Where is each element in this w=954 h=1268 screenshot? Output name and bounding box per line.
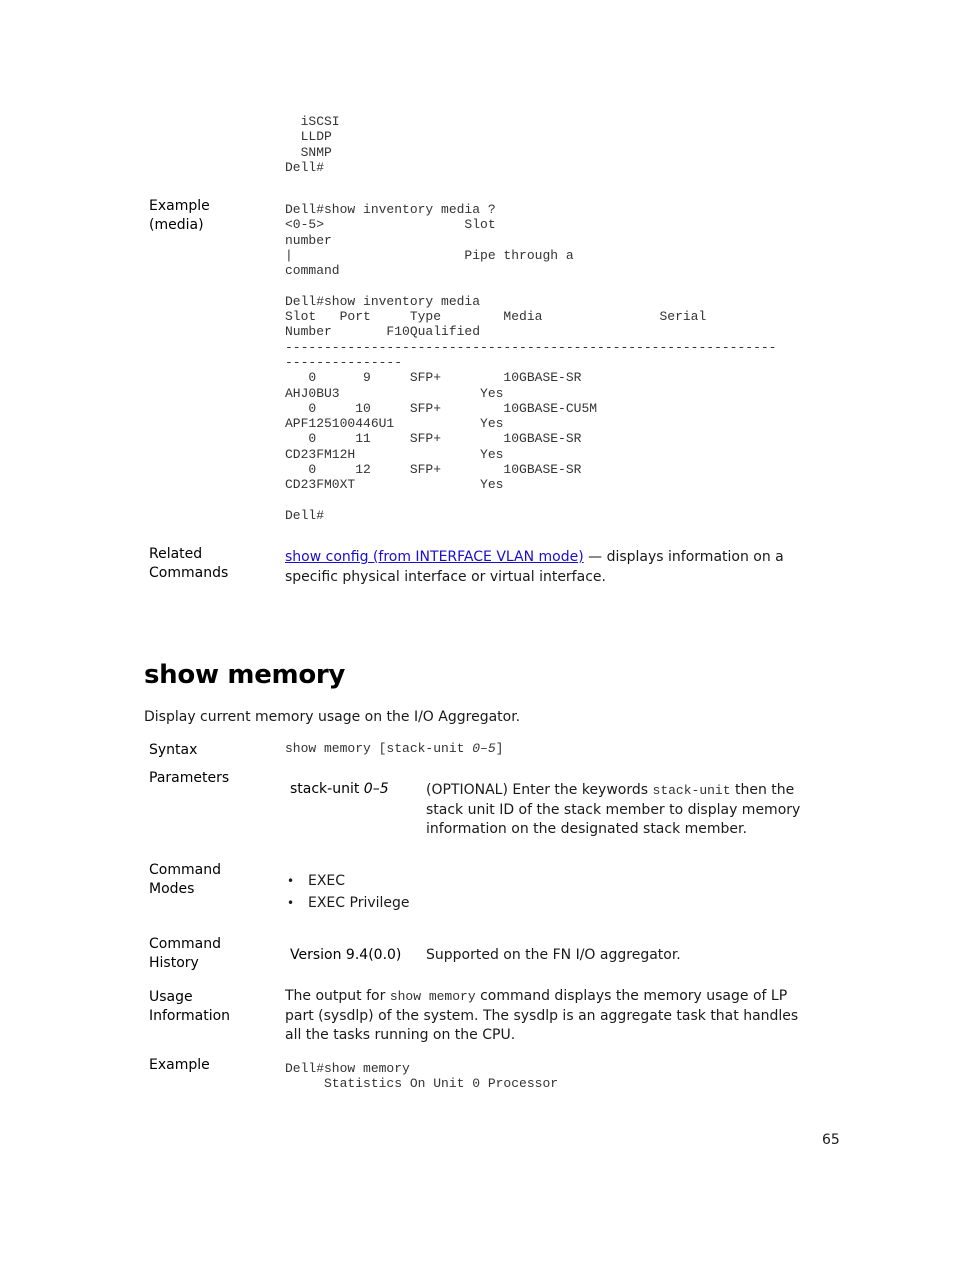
command-modes-label: Command Modes bbox=[149, 862, 221, 897]
bullet-icon: • bbox=[287, 874, 295, 888]
parameter-desc-before: (OPTIONAL) Enter the keywords bbox=[426, 782, 653, 798]
usage-mono: show memory bbox=[389, 989, 476, 1004]
example-label: Example bbox=[149, 1057, 210, 1073]
show-config-link[interactable]: show config (from INTERFACE VLAN mode) bbox=[285, 549, 584, 565]
top-code-block: iSCSI LLDP SNMP Dell# bbox=[285, 114, 340, 175]
parameter-term-text: stack-unit bbox=[290, 781, 364, 797]
parameter-term-italic: 0–5 bbox=[363, 781, 389, 797]
history-version: Version 9.4(0.0) bbox=[290, 947, 402, 963]
section-description: Display current memory usage on the I/O Aggregator. bbox=[144, 709, 521, 725]
list-item bbox=[285, 892, 410, 914]
parameter-desc-mono: stack-unit bbox=[652, 783, 731, 798]
parameter-desc-after: then the stack unit ID of the stack member to display memory information on the designated stack member. bbox=[426, 782, 801, 837]
parameters-label: Parameters bbox=[149, 770, 230, 786]
usage-information-label: Usage Information bbox=[149, 989, 231, 1024]
command-mode-exec: EXEC bbox=[308, 873, 346, 889]
example-media-label: Example (media) bbox=[149, 198, 210, 233]
command-modes-list bbox=[285, 870, 410, 914]
parameter-description bbox=[426, 781, 831, 840]
syntax-code bbox=[285, 741, 503, 756]
related-commands-desc: — displays information on a specific physical interface or virtual interface. bbox=[285, 549, 784, 585]
example-media-code: Dell#show inventory media ? <0-5> Slot number | Pipe through a command Dell#show inventory media Slot Port Type Media Serial Number F10Qualified --------------------------------------------------------------- --------------- 0 9 SFP+ 10GBASE-SR AHJ0BU3 Yes 0 10 SFP+ 10GBASE-CU5M APF125100446U1 Yes 0 11 SFP+ 10GBASE-SR CD23FM12H Yes 0 12 SFP+ 10GBASE-SR CD23FM0XT Yes Dell# bbox=[285, 202, 777, 523]
usage-information-text bbox=[285, 987, 815, 1046]
syntax-code-italic: 0–5 bbox=[472, 741, 496, 756]
parameter-term bbox=[290, 781, 389, 797]
related-commands-label: Related Commands bbox=[149, 546, 229, 581]
page-title: show memory bbox=[144, 660, 346, 690]
command-mode-exec-privilege: EXEC Privilege bbox=[308, 895, 410, 911]
list-item bbox=[285, 870, 410, 892]
history-description: Supported on the FN I/O aggregator. bbox=[426, 947, 681, 963]
bullet-icon: • bbox=[287, 896, 295, 910]
usage-text-before: The output for bbox=[285, 988, 390, 1004]
command-history-label: Command History bbox=[149, 936, 221, 971]
page-number: 65 bbox=[822, 1132, 840, 1148]
related-commands-text bbox=[285, 548, 830, 587]
syntax-label: Syntax bbox=[149, 742, 198, 758]
syntax-code-suffix: ] bbox=[495, 741, 504, 756]
syntax-code-prefix: show memory [stack-unit bbox=[285, 741, 473, 756]
usage-text-after: command displays the memory usage of LP part (sysdlp) of the system. The sysdlp is an aggregate task that handles all the tasks running on the CPU. bbox=[285, 988, 799, 1043]
example-code: Dell#show memory Statistics On Unit 0 Processor bbox=[285, 1061, 559, 1092]
